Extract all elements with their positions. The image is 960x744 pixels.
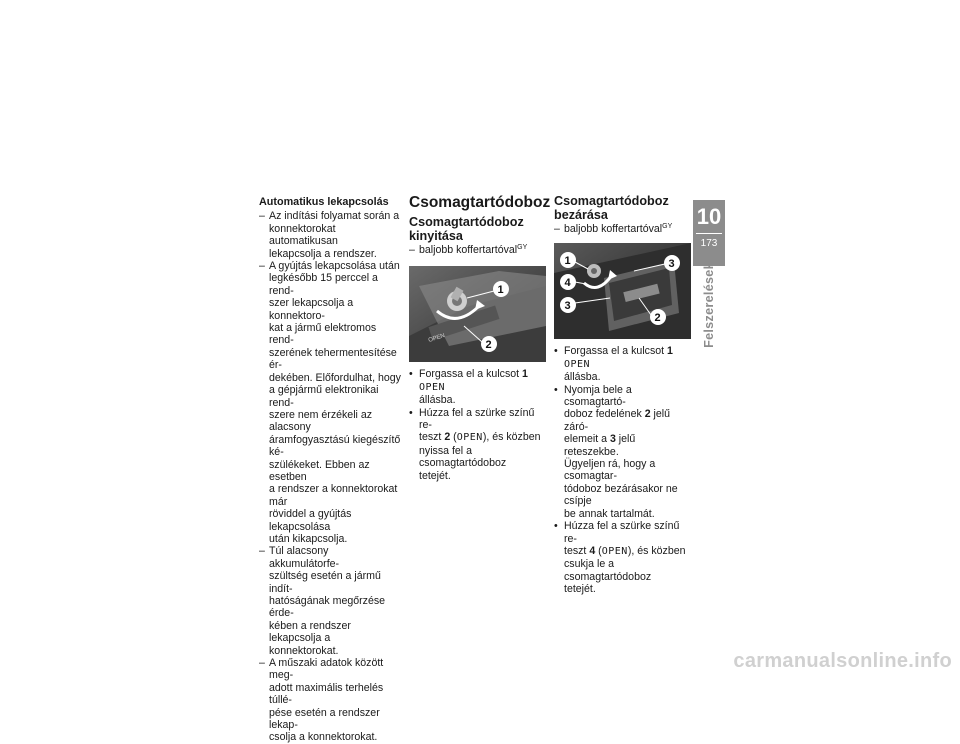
section-title: Csomagtartódoboz [409,194,551,211]
chapter-tab-label: Felszerelések [702,262,717,348]
callout-2: 2 [654,312,661,325]
page-number: 173 [700,238,718,249]
subsection-title: Csomagtartódoboz kinyitása [409,215,524,243]
column-auto-shutoff [259,196,401,744]
chapter-divider [696,233,722,234]
chapter-tab [697,262,721,348]
column-closing [554,194,692,596]
photo-opening-lock [409,266,546,362]
step-item: • Húzza fel a szürke színű re- teszt 2 (OPEN), és közben nyissa fel a csomagtartódoboz tetejét. [409,407,547,482]
callout-1: 1 [564,255,571,268]
column-opening [409,194,551,482]
watermark: carmanualsonline.info [733,650,952,672]
chapter-number: 10 [696,204,722,229]
list-item: – A gyújtás lekapcsolása után legkésőbb 15 perccel a rend- szer lekapcsolja a konnektoro- kat a jármű elektromos rend- szerének tehermentesítése ér- dekében. Előfordulhat, hogy a gépjármű elektronikai rend- szere nem érzékeli az alacsony áramfogyasztású kiegészítő ké- szülékeket. Ebben az esetben a rendszer a konnektorokat már röviddel a gyújtás lekapcsolása után kikapcsolja. [259,260,401,545]
step-item: • Forgassa el a kulcsot 1 OPEN állásba. [409,368,547,406]
list-item: – A műszaki adatok között meg- adott maximális terhelés túllé- pése esetén a rendszer lekap- csolja a konnektorokat. [259,657,401,744]
callout-2: 2 [485,339,492,352]
option-note: – baljobb koffertartóval$^{GY}$ [409,244,547,256]
callout-3-left: 3 [564,300,571,313]
option-note: – baljobb koffertartóval$^{GY}$ [554,223,692,235]
step-item: • Nyomja bele a csomagtartó- doboz fedelének 2 jelű záró- elemeit a 3 jelű reteszekbe. Ügyeljen rá, hogy a csomagtar- tódoboz bezárásakor ne csípje be annak tartalmát. [554,384,692,520]
photo-closing-lock [554,243,691,339]
photo-open-code: OPEN [427,333,446,345]
heading-auto-shutoff: Automatikus lekapcsolás [259,196,389,208]
callout-3-right: 3 [668,258,675,271]
callout-1: 1 [497,284,504,297]
subsection-title: Csomagtartódoboz bezárása [554,194,669,222]
list-item: – Az indítási folyamat során a konnektorokat automatikusan lekapcsolja a rendszer. [259,210,401,260]
list-item: – Túl alacsony akkumulátorfe- szültség esetén a jármű indít- hatóságának megőrzése érde- kében a rendszer lekapcsolja a konnektorokat. [259,545,401,657]
step-item: • Forgassa el a kulcsot 1 OPEN állásba. [554,345,692,383]
step-item: • Húzza fel a szürke színű re- teszt 4 (OPEN), és közben csukja le a csomagtartódoboz tetejét. [554,520,692,595]
chapter-marker [693,200,725,266]
callout-4: 4 [564,277,571,290]
